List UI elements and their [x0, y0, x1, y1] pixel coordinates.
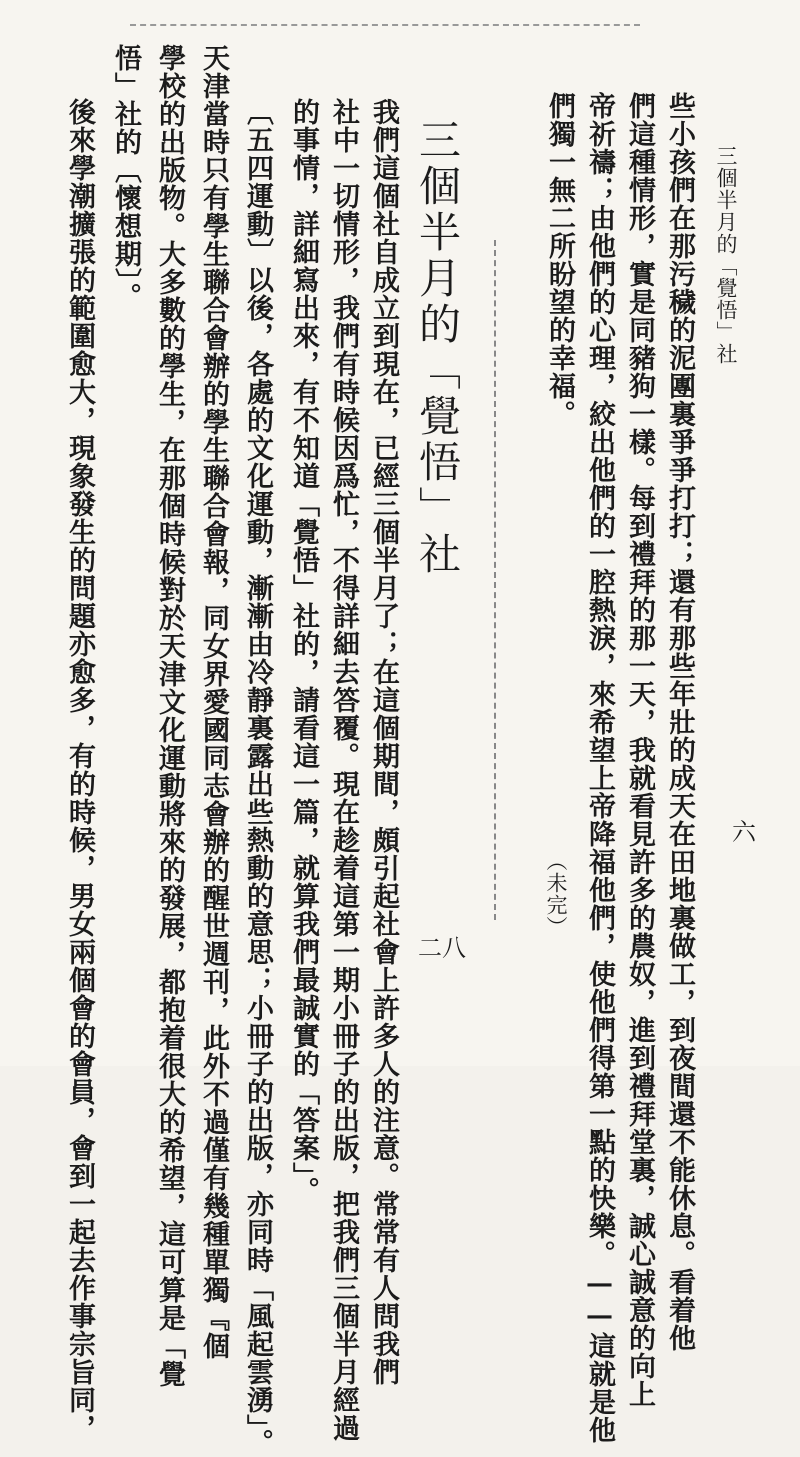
left-text-column-3: 的事情，詳細寫出來，有不知道「覺悟」社的，請看這一篇，就算我們最誠實的「答案」。 — [288, 98, 319, 1205]
right-text-column-2: 們這種情形，實是同豬狗一樣。每到禮拜的那一天，我就看見許多的農奴，進到禮拜堂裏，誠心誠意的向上 — [624, 92, 655, 1408]
page-divider — [494, 240, 496, 920]
right-text-column-4: 們獨一無二所盼望的幸福。 — [544, 92, 575, 428]
top-dashed-rule — [130, 24, 640, 26]
right-text-column-1: 些小孩們在那污穢的泥團裏爭爭打打；還有那些年壯的成天在田地裏做工，到夜間還不能休息。看着他 — [664, 92, 695, 1352]
page-number-right: 六 — [732, 818, 756, 846]
to-be-continued: （未完） — [544, 850, 568, 938]
article-title: 三個半月的「覺悟」社 — [413, 118, 462, 578]
left-text-column-8: 後來學潮擴張的範圍愈大，現象發生的問題亦愈多，有的時候，男女兩個會的會員，會到一起去作事宗旨同， — [64, 98, 95, 1442]
running-header: 三個半月的「覺悟」社 — [714, 145, 738, 365]
left-text-column-4: 〔五四運動〕以後，各處的文化運動，漸漸由冷靜裏露出些熱動的意思；小冊子的出版，亦同時「風起雲湧」。 — [242, 98, 273, 1457]
left-text-column-1: 我們這個社自成立到現在，已經三個半月了；在這個期間，頗引起社會上許多人的注意。常常有人問我們 — [368, 98, 399, 1386]
left-text-column-2: 社中一切情形，我們有時候因爲忙，不得詳細去答覆。現在趁着這第一期小冊子的出版，把我們三個半月經過 — [328, 98, 359, 1442]
left-text-column-5: 天津當時只有學生聯合會辦的學生聯合會報，同女界愛國同志會辦的醒世週刊，此外不過僅有幾種單獨『個 — [198, 44, 229, 1360]
page-number-left: 二八 — [418, 934, 466, 962]
left-text-column-6: 學校的出版物。大多數的學生，在那個時候對於天津文化運動將來的發展，都抱着很大的希望，這可算是「覺 — [154, 44, 185, 1388]
left-text-column-7: 悟」社的〔懷想期〕。 — [110, 44, 141, 311]
right-text-column-3: 帝祈禱；由他們的心理，絞出他們的一腔熱淚，來希望上帝降福他們，使他們得第一點的快樂。——這就是他 — [584, 92, 615, 1444]
